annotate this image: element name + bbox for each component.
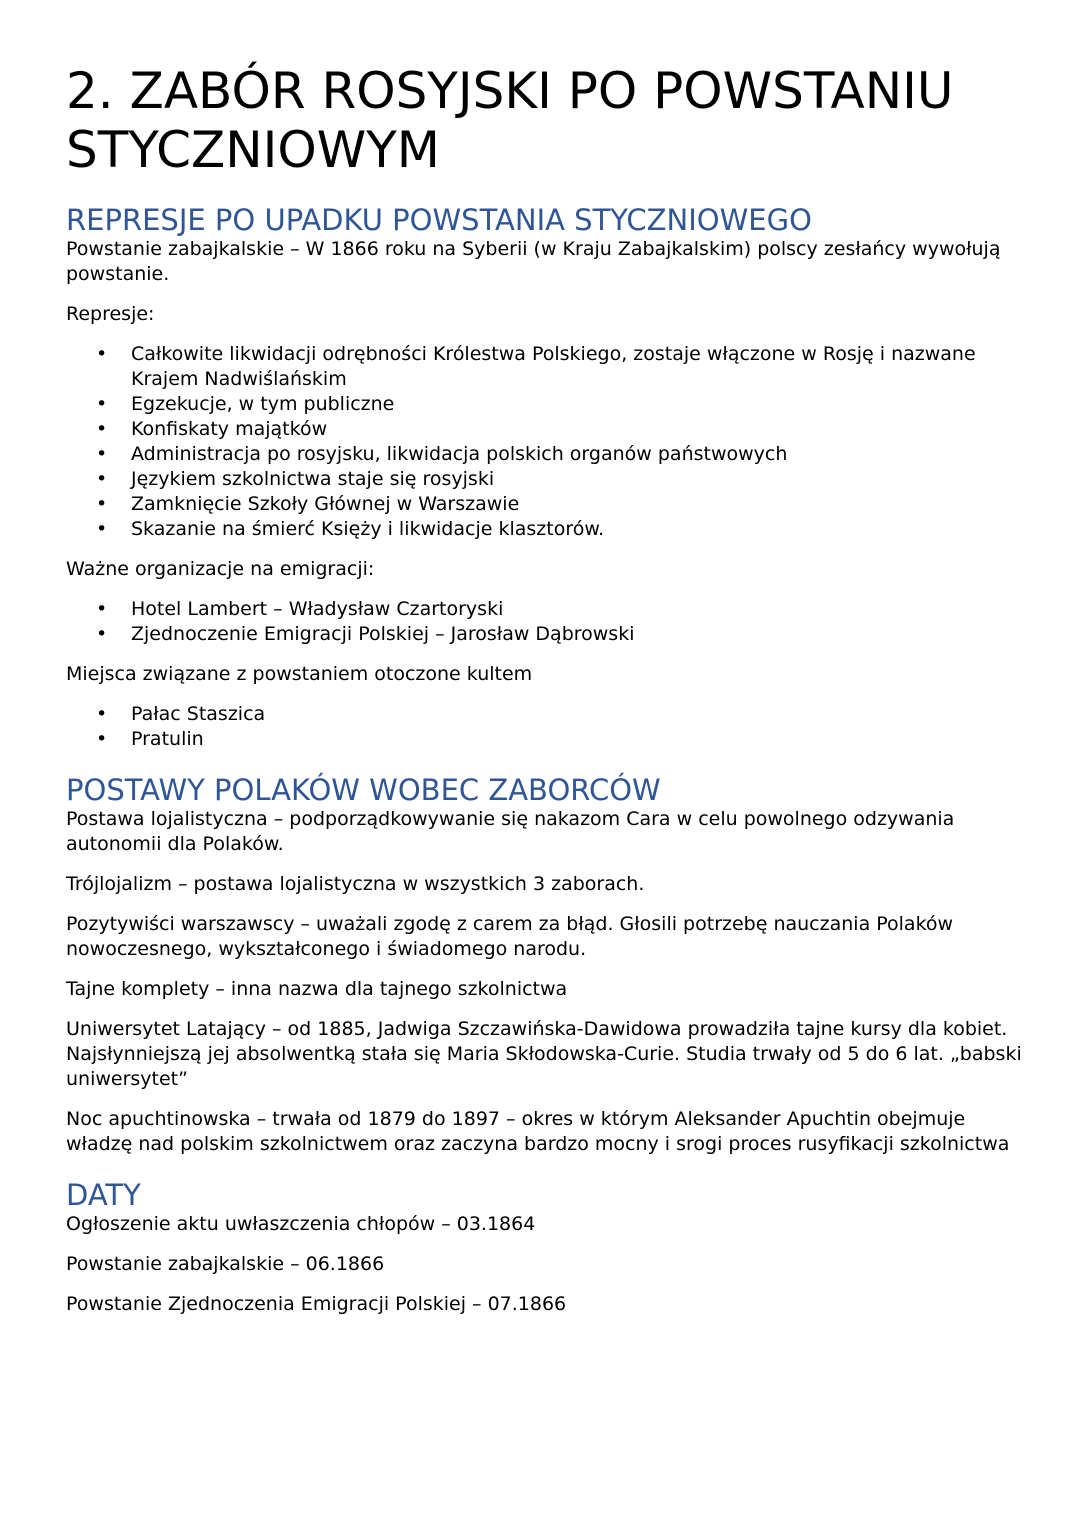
section-heading-daty: DATY — [66, 1178, 141, 1212]
bullet-icon: • — [96, 418, 108, 440]
list-item: • Pałac Staszica — [96, 703, 266, 725]
list-item: • Językiem szkolnictwa staje się rosyjski — [96, 468, 495, 490]
orgs-list — [66, 597, 1026, 647]
list-item: • Konfiskaty majątków — [96, 418, 328, 440]
list-item: • Całkowite likwidacji odrębności Królestwa Polskiego, zostaje włączone w Rosję i nazwane Krajem Nadwiślańskim — [96, 343, 976, 390]
date-item: Ogłoszenie aktu uwłaszczenia chłopów – 03.1864 — [66, 1213, 536, 1235]
list-item: • Pratulin — [96, 728, 204, 750]
section-heading-represje: REPRESJE PO UPADKU POWSTANIA STYCZNIOWEGO — [66, 203, 812, 237]
document-page — [66, 62, 1026, 1317]
bullet-icon: • — [96, 728, 108, 750]
places-list — [66, 702, 1026, 752]
date-item: Powstanie Zjednoczenia Emigracji Polskiej – 07.1866 — [66, 1293, 567, 1315]
list-item: • Egzekucje, w tym publiczne — [96, 393, 395, 415]
date-item: Powstanie zabajkalskie – 06.1866 — [66, 1253, 385, 1275]
paragraph: Pozytywiści warszawscy – uważali zgodę z carem za błąd. Głosili potrzebę nauczania Polaków nowoczesnego, wykształconego i świadomego narodu. — [66, 913, 954, 960]
list-item: • Zjednoczenie Emigracji Polskiej – Jarosław Dąbrowski — [96, 623, 635, 645]
bullet-icon: • — [96, 468, 108, 490]
places-label: Miejsca związane z powstaniem otoczone kultem — [66, 663, 533, 685]
bullet-icon: • — [96, 393, 108, 415]
represje-list-label: Represje: — [66, 303, 155, 325]
paragraph: Tajne komplety – inna nazwa dla tajnego szkolnictwa — [66, 978, 568, 1000]
page-title: 2. ZABÓR ROSYJSKI PO POWSTANIU STYCZNIOWYM — [66, 62, 954, 179]
bullet-icon: • — [96, 443, 108, 465]
represje-list — [66, 342, 1026, 542]
bullet-icon: • — [96, 518, 108, 540]
list-item: • Zamknięcie Szkoły Głównej w Warszawie — [96, 493, 520, 515]
bullet-icon: • — [96, 598, 108, 620]
paragraph: Trójlojalizm – postawa lojalistyczna w wszystkich 3 zaborach. — [66, 873, 645, 895]
bullet-icon: • — [96, 343, 108, 365]
orgs-label: Ważne organizacje na emigracji: — [66, 558, 375, 580]
paragraph: Postawa lojalistyczna – podporządkowywanie się nakazom Cara w celu powolnego odzywania autonomii dla Polaków. — [66, 808, 955, 855]
represje-intro: Powstanie zabajkalskie – W 1866 roku na Syberii (w Kraju Zabajkalskim) polscy zesłańcy wywołują powstanie. — [66, 238, 1001, 285]
list-item: • Hotel Lambert – Władysław Czartoryski — [96, 598, 504, 620]
paragraph: Noc apuchtinowska – trwała od 1879 do 1897 – okres w którym Aleksander Apuchtin obejmuje władzę nad polskim szkolnictwem oraz zaczyna bardzo mocny i srogi proces rusyfikacji szkolnictwa — [66, 1108, 1010, 1155]
list-item: • Skazanie na śmierć Księży i likwidacje klasztorów. — [96, 518, 605, 540]
bullet-icon: • — [96, 623, 108, 645]
section-heading-postawy: POSTAWY POLAKÓW WOBEC ZABORCÓW — [66, 773, 661, 807]
bullet-icon: • — [96, 493, 108, 515]
paragraph: Uniwersytet Latający – od 1885, Jadwiga Szczawińska-Dawidowa prowadziła tajne kursy dla kobiet. Najsłynniejszą jej absolwentką stała się Maria Skłodowska-Curie. Studia trwały od 5 do 6 lat. „babski uniwersytet” — [66, 1018, 1022, 1090]
list-item: • Administracja po rosyjsku, likwidacja polskich organów państwowych — [96, 443, 788, 465]
bullet-icon: • — [96, 703, 108, 725]
